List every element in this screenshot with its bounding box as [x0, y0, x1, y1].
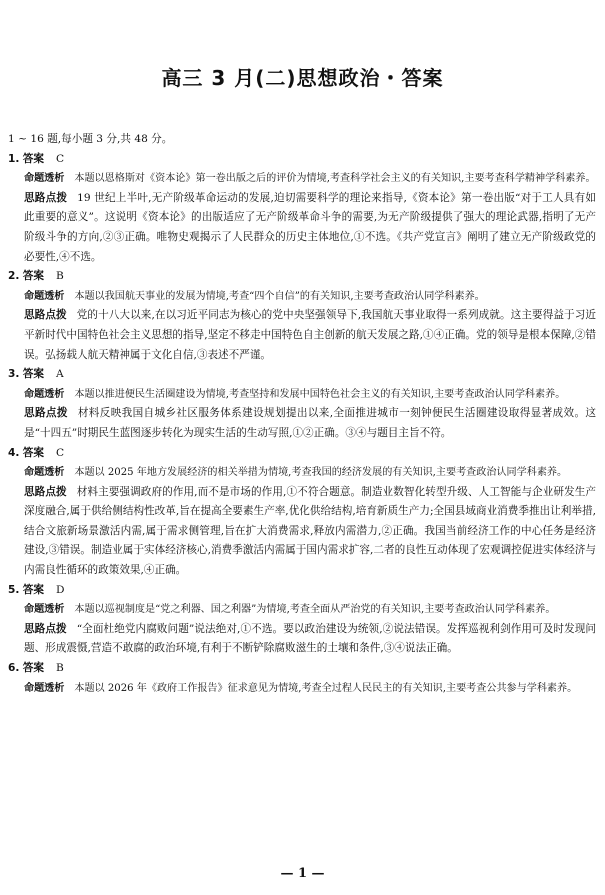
approach-text: 党的十八大以来,在以习近平同志为核心的党中央坚强领导下,我国航天事业取得一系列成就。这主要得益于习近平新时代中国特色社会主义思想的指导,坚定不移走中国特色自主创新的航天发展之路,①④正确。党的领导是根本保障,②错误。弘扬载人航天精神属于文化自信,③表述不严谨。	[24, 309, 597, 361]
question-block	[8, 659, 596, 698]
approach-label: 思路点拨	[24, 191, 68, 204]
analysis-label: 命题透析	[24, 467, 65, 479]
approach-paragraph	[8, 404, 596, 443]
answer-choice: B	[55, 270, 64, 283]
analysis-label: 命题透析	[24, 173, 65, 185]
approach-label: 思路点拨	[24, 622, 67, 635]
analysis-label: 命题透析	[24, 388, 65, 400]
analysis-label: 命题透析	[24, 290, 65, 302]
question-block	[8, 581, 596, 659]
approach-text: 材料主要强调政府的作用,而不是市场的作用,①不符合题意。制造业数智化转型升级、人工智能与企业研发生产深度融合,属于供给侧结构性改革,旨在提高全要素生产率,优化供给结构,培育新质生产力;全国县域商业消费季推出让利举措,结合文旅新场景激活内需,属于需求侧管理,旨在扩大消费需求,释放内需潜力,②正确。我国当前经济工作的中心任务是经济建设,③错误。制造业属于实体经济核心,消费季激活内需属于国内需求扩容,二者的良性互动体现了宏观调控促进实体经济与内需良性循环的政策效果,④正确。	[24, 485, 597, 577]
question-number: 3.	[8, 368, 20, 381]
answer-content	[8, 130, 596, 698]
approach-paragraph	[8, 189, 596, 267]
question-number: 6.	[8, 662, 20, 675]
question-block	[8, 150, 596, 268]
answer-label: 答案	[22, 662, 44, 675]
approach-paragraph	[8, 483, 596, 581]
approach-text: “全面杜绝党内腐败问题”说法绝对,①不选。要以政治建设为统领,②说法错误。发挥巡视利剑作用可及时发现问题、形成震慑,营造不敢腐的政治环境,有利于不断铲除腐败滋生的土壤和条件,③④说法正确。	[24, 622, 597, 655]
answer-choice: C	[55, 446, 65, 459]
approach-label: 思路点拨	[24, 485, 67, 498]
question-number: 2.	[8, 270, 20, 283]
approach-label: 思路点拨	[24, 309, 67, 322]
analysis-text: 本题以 2025 年地方发展经济的相关举措为情境,考查我国的经济发展的有关知识,主要考查政治认同学科素养。	[74, 467, 568, 479]
question-block	[8, 267, 596, 365]
answer-line	[8, 365, 596, 385]
answer-line	[8, 150, 596, 170]
analysis-paragraph	[8, 679, 596, 699]
answer-choice: D	[55, 583, 65, 596]
answer-line	[8, 267, 596, 287]
analysis-label: 命题透析	[24, 604, 65, 616]
analysis-paragraph	[8, 287, 596, 307]
answer-label: 答案	[22, 270, 44, 283]
answer-line	[8, 659, 596, 679]
analysis-paragraph	[8, 169, 596, 189]
answer-label: 答案	[22, 583, 44, 596]
page-title: 高三 3 月(二)思想政治・答案	[161, 66, 444, 90]
page-number: — 1 —	[280, 866, 325, 881]
analysis-label: 命题透析	[24, 682, 65, 694]
answer-line	[8, 444, 596, 464]
approach-text: 材料反映我国自城乡社区服务体系建设规划提出以来,全面推进城市一刻钟便民生活圈建设取得显著成效。这是“十四五”时期民生蓝图逐步转化为现实生活的生动写照,①②正确。③④与题目主旨不符。	[24, 407, 597, 439]
question-number: 1.	[8, 152, 20, 165]
answer-choice: A	[55, 368, 64, 381]
analysis-text: 本题以恩格斯对《资本论》第一卷出版之后的评价为情境,考查科学社会主义的有关知识,主要考查科学精神学科素养。	[74, 173, 596, 185]
answer-choice: C	[55, 152, 65, 165]
approach-paragraph	[8, 620, 596, 659]
analysis-text: 本题以巡视制度是“党之利器、国之利器”为情境,考查全面从严治党的有关知识,主要考查政治认同学科素养。	[74, 604, 556, 616]
answer-label: 答案	[22, 152, 44, 165]
analysis-paragraph	[8, 385, 596, 405]
analysis-paragraph	[8, 600, 596, 620]
approach-label: 思路点拨	[24, 407, 68, 420]
question-number: 5.	[8, 583, 20, 596]
question-list	[8, 150, 596, 699]
section-intro: 1 ~ 16 题,每小题 3 分,共 48 分。	[8, 133, 173, 145]
answer-line	[8, 581, 596, 601]
analysis-text: 本题以我国航天事业的发展为情境,考查“四个自信”的有关知识,主要考查政治认同学科素养。	[74, 290, 485, 302]
approach-text: 19 世纪上半叶,无产阶级革命运动的发展,迫切需要科学的理论来指导,《资本论》第一卷出版“对于工人具有如此重要的意义”。这说明《资本论》的出版适应了无产阶级革命斗争的需要,为无产阶级提供了强大的理论武器,指明了无产阶级斗争的方向,②③正确。唯物史观揭示了人民群众的历史主体地位,①不选。《共产党宣言》阐明了建立无产阶级政党的必要性,④不选。	[24, 191, 596, 263]
analysis-text: 本题以推进便民生活圈建设为情境,考查坚持和发展中国特色社会主义的有关知识,主要考查政治认同学科素养。	[74, 388, 566, 400]
question-block	[8, 365, 596, 443]
answer-label: 答案	[22, 368, 44, 381]
question-block	[8, 444, 596, 581]
question-number: 4.	[8, 446, 20, 459]
analysis-text: 本题以 2026 年《政府工作报告》征求意见为情境,考查全过程人民民主的有关知识,主要考查公共参与学科素养。	[74, 682, 578, 694]
analysis-paragraph	[8, 463, 596, 483]
approach-paragraph	[8, 306, 596, 365]
answer-label: 答案	[22, 446, 44, 459]
answer-choice: B	[55, 662, 64, 675]
